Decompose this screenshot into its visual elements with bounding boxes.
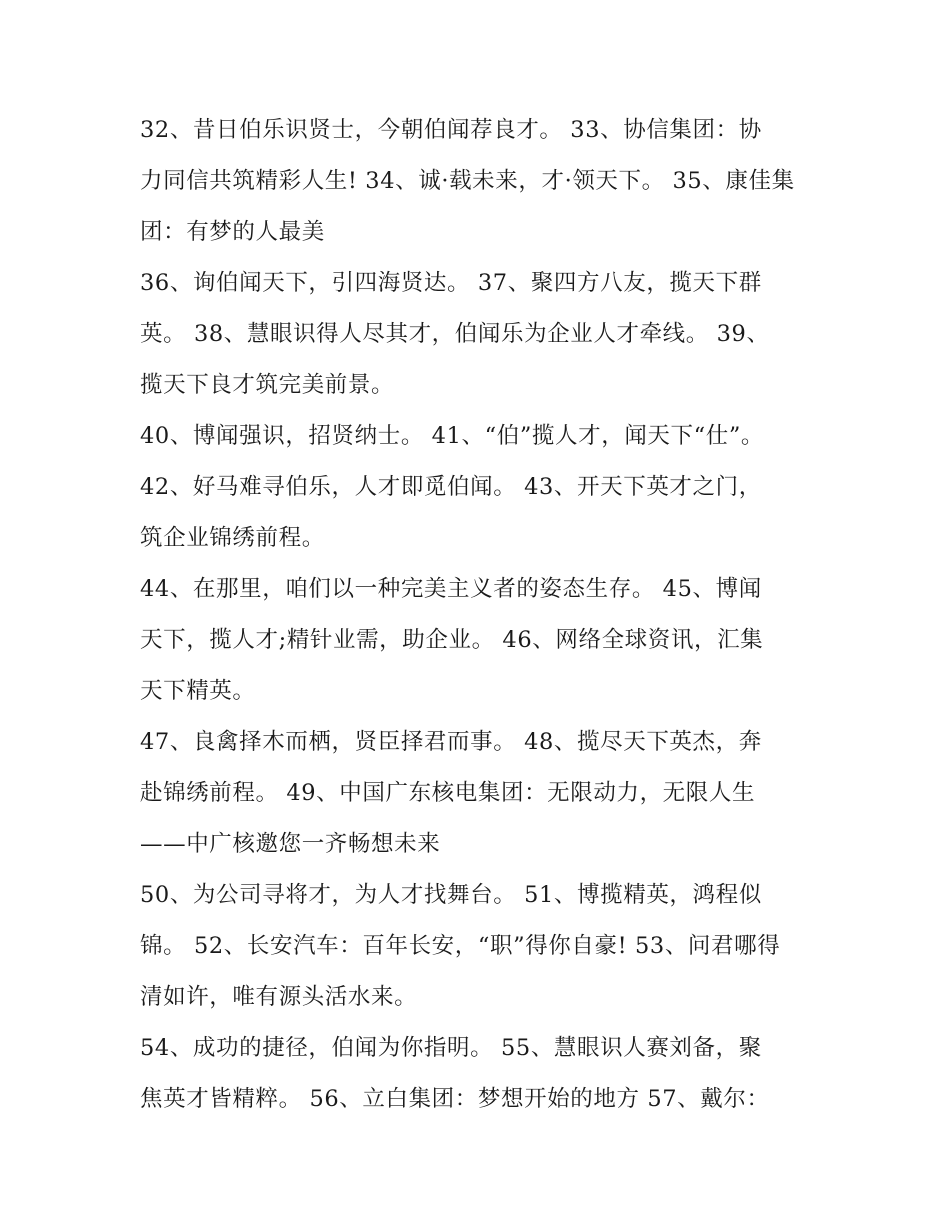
paragraph-slogans-40-41: 40、博闻强识，招贤纳士。 41、“伯”揽人才，闻天下“仕”。 xyxy=(140,423,765,449)
paragraph-slogans-32-35: 32、昔日伯乐识贤士，今朝伯闻荐良才。 33、协信集团：协 力同信共筑精彩人生! 34、诚·载未来，才·领天下。 35、康佳集 团：有梦的人最美 xyxy=(140,117,795,245)
paragraph-slogans-42-43: 42、好马难寻伯乐，人才即觅伯闻。 43、开天下英才之门， 筑企业锦绣前程。 xyxy=(140,474,762,551)
paragraph-slogans-54-57: 54、成功的捷径，伯闻为你指明。 55、慧眼识人赛刘备，聚 焦英才皆精粹。 56、立白集团：梦想开始的地方 57、戴尔： xyxy=(140,1035,770,1112)
paragraph-slogans-44-46: 44、在那里，咱们以一种完美主义者的姿态生存。 45、博闻 天下，揽人才;精针业需，助企业。 46、网络全球资讯，汇集 天下精英。 xyxy=(140,576,764,704)
paragraph-slogans-36-39: 36、询伯闻天下，引四海贤达。 37、聚四方八友，揽天下群 英。 38、慧眼识得人尽其才，伯闻乐为企业人才牵线。 39、 揽天下良才筑完美前景。 xyxy=(140,270,770,398)
paragraph-slogans-47-49: 47、良禽择木而栖，贤臣择君而事。 48、揽尽天下英杰，奔 赴锦绣前程。 49、中国广东核电集团：无限动力，无限人生 ——中广核邀您一齐畅想未来 xyxy=(140,729,762,857)
document-body xyxy=(140,105,820,1125)
paragraph-slogans-50-53: 50、为公司寻将才，为人才找舞台。 51、博揽精英，鸿程似 锦。 52、长安汽车：百年长安，“职”得你自豪! 53、问君哪得 清如许，唯有源头活水来。 xyxy=(140,882,781,1010)
